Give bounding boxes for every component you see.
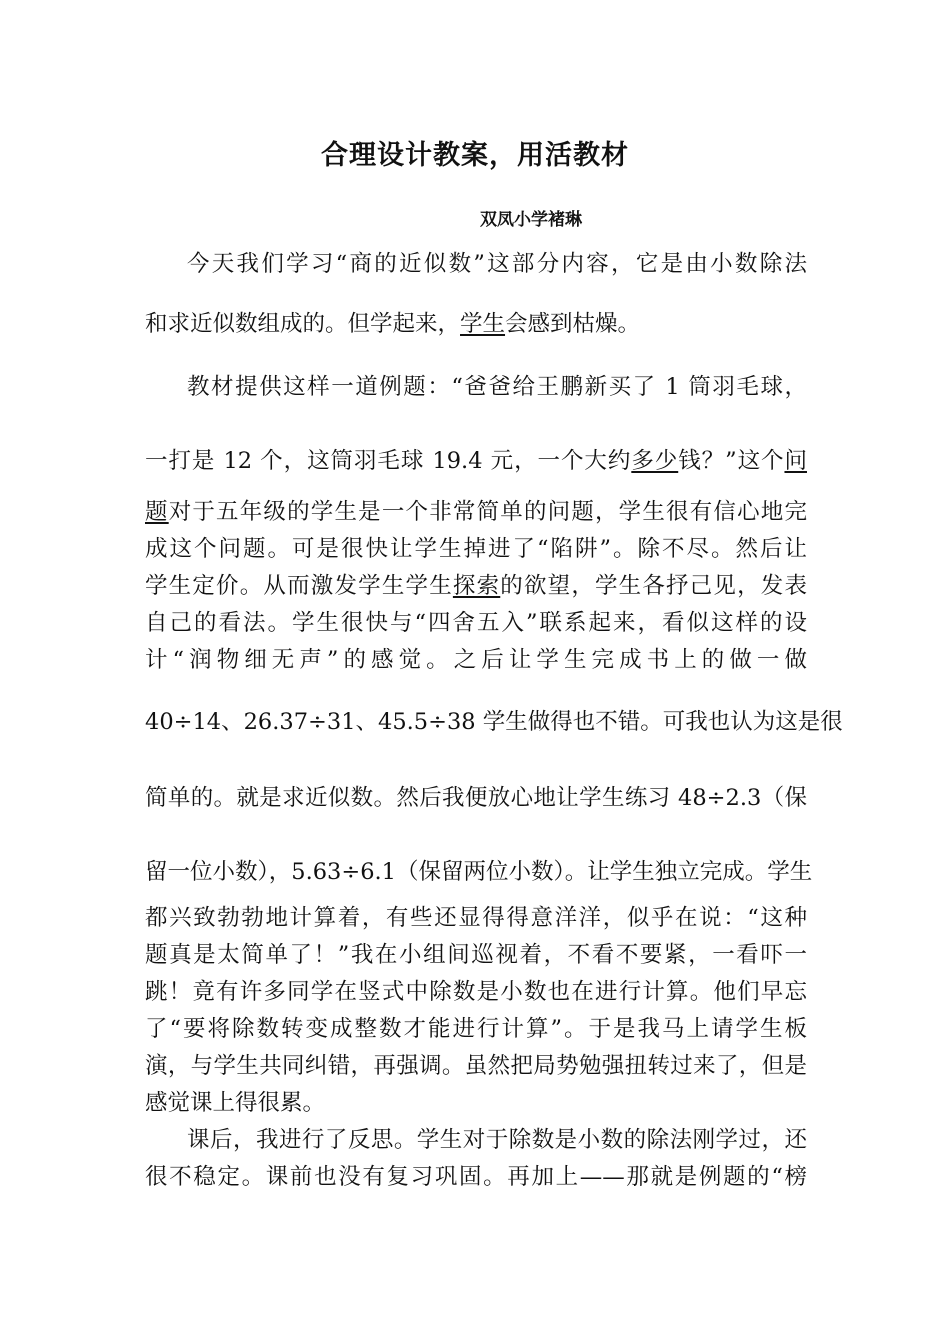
paragraph-2-line-4: 成这个问题。可是很快让学生掉进了“陷阱”。除不尽。然后让 [145, 536, 807, 562]
paragraph-2-line-11: 都兴致勃勃地计算着，有些还显得得意洋洋，似乎在说：“这种 [145, 905, 807, 931]
text-run: 一打是 12 个，这筒羽毛球 19.4 元，一个大约 [145, 448, 632, 474]
text-run: 和求近似数组成的。但学起来， [145, 311, 461, 337]
paragraph-1-line-1: 今天我们学习“商的近似数”这部分内容，它是由小数除法 [187, 251, 807, 277]
paragraph-2-line-5 [145, 571, 807, 601]
underlined-word: 问 [784, 448, 807, 474]
paragraph-2-line-15: 演，与学生共同纠错，再强调。虽然把局势勉强扭转过来了，但是 [145, 1053, 807, 1079]
document-author: 双凤小学褚琳 [480, 210, 582, 230]
paragraph-2-line-2 [145, 446, 807, 476]
paragraph-2-line-13: 跳！竟有许多同学在竖式中除数是小数也在进行计算。他们早忘 [145, 979, 807, 1005]
paragraph-2-line-8: 40÷14、26.37÷31、45.5÷38 学生做得也不错。可我也认为这是很 [145, 709, 843, 735]
underlined-word: 多少 [631, 448, 679, 474]
paragraph-3-line-1: 课后，我进行了反思。学生对于除数是小数的除法刚学过，还 [187, 1127, 807, 1153]
paragraph-2-line-10: 留一位小数），5.63÷6.1（保留两位小数）。让学生独立完成。学生 [145, 859, 813, 885]
text-run: 会感到枯燥。 [505, 311, 641, 337]
text-run: 钱？”这个 [678, 448, 785, 474]
paragraph-2-line-9: 简单的。就是求近似数。然后我便放心地让学生练习 48÷2.3（保 [145, 785, 807, 811]
paragraph-1-line-2 [145, 309, 807, 339]
text-run: 的欲望，学生各抒己见，发表 [500, 573, 807, 599]
paragraph-2-line-3 [145, 497, 807, 527]
underlined-word: 题 [145, 499, 169, 525]
paragraph-2-line-1: 教材提供这样一道例题：“爸爸给王鹏新买了 1 筒羽毛球， [187, 374, 807, 400]
underlined-word: 探索 [452, 573, 501, 599]
paragraph-2-line-12: 题真是太简单了！”我在小组间巡视着，不看不要紧，一看吓一 [145, 942, 807, 968]
text-run: 对于五年级的学生是一个非常简单的问题，学生很有信心地完 [168, 499, 807, 525]
paragraph-2-line-6: 自己的看法。学生很快与“四舍五入”联系起来，看似这样的设 [145, 610, 807, 636]
paragraph-3-line-2: 很不稳定。课前也没有复习巩固。再加上——那就是例题的“榜 [145, 1164, 807, 1190]
paragraph-2-line-16: 感觉课上得很累。 [145, 1090, 326, 1116]
text-run: 学生定价。从而激发学生学生 [145, 573, 453, 599]
document-title: 合理设计教案，用活教材 [321, 140, 629, 171]
paragraph-2-line-7: 计“润物细无声”的感觉。之后让学生完成书上的做一做 [145, 647, 807, 673]
underlined-word: 学生 [460, 311, 506, 337]
paragraph-2-line-14: 了“要将除数转变成整数才能进行计算”。于是我马上请学生板 [145, 1016, 807, 1042]
